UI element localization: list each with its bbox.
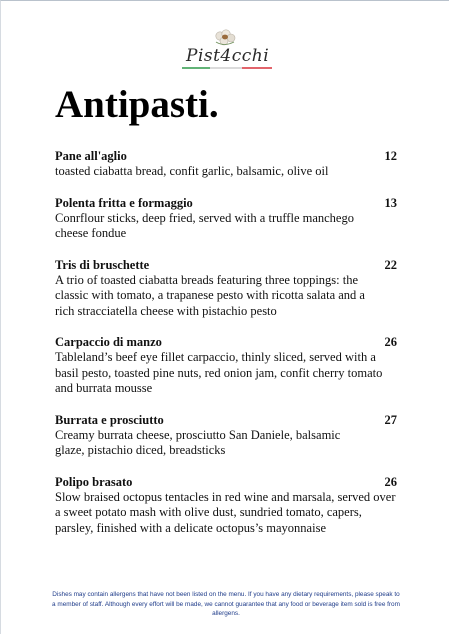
- menu-item-header: [55, 196, 397, 211]
- menu-item-header: [55, 413, 397, 428]
- menu-item: [55, 149, 397, 180]
- menu-item: [55, 413, 397, 459]
- menu-item: [55, 475, 397, 537]
- menu-item-name: Polipo brasato: [55, 474, 133, 489]
- menu-item-name: Burrata e prosciutto: [55, 412, 164, 427]
- menu-item-header: [55, 149, 397, 164]
- section-heading: Antipasti.: [55, 83, 219, 126]
- menu-item-price: 22: [384, 257, 397, 272]
- menu-item: [55, 335, 397, 397]
- menu-item-name: Carpaccio di manzo: [55, 335, 162, 349]
- menu-item-description: Tableland’s beef eye fillet carpaccio, thinly sliced, served with a basil pesto, toasted pine nuts, red onion jam, confit cherry tomato and burrata mousse: [55, 350, 383, 395]
- restaurant-logo: [180, 28, 274, 76]
- menu-item-price: 27: [384, 412, 397, 427]
- menu-item-price: 13: [384, 195, 397, 210]
- menu-item-header: [55, 335, 397, 350]
- menu-item-name: Tris di bruschette: [55, 257, 150, 272]
- menu-item-header: [55, 258, 397, 273]
- logo-wordmark: Pist4cchi: [186, 46, 270, 66]
- menu-item-description: toasted ciabatta bread, confit garlic, balsamic, olive oil: [55, 164, 329, 178]
- menu-item-price: 26: [384, 474, 397, 489]
- menu-item-description: A trio of toasted ciabatta breads featuring three toppings: the classic with tomato, a trapanese pesto with ricotta salata and a rich stracciatella cheese with pistachio pesto: [55, 272, 365, 318]
- allergen-notice: Dishes may contain allergens that have not been listed on the menu. If you have any dietary requirements, please speak to a member of staff. Although every effort will be made, we cannot guarantee that any food or beverage item sold is free from allergens.: [52, 591, 400, 617]
- menu-item-name: Polenta fritta e formaggio: [55, 195, 193, 210]
- menu-item: [55, 258, 397, 320]
- menu-item-description: Creamy burrata cheese, prosciutto San Daniele, balsamic glaze, pistachio diced, breadsticks: [55, 427, 341, 457]
- menu-item-price: 26: [384, 335, 397, 349]
- menu-item: [55, 196, 397, 242]
- menu-item-description: Slow braised octopus tentacles in red wine and marsala, served over a sweet potato mash with olive dust, sundried tomato, capers, parsley, finished with a delicate octopus’s mayonnaise: [55, 489, 396, 535]
- menu-item-name: Pane all'aglio: [55, 149, 127, 163]
- menu-list: [55, 149, 397, 552]
- menu-item-description: Conrflour sticks, deep fried, served with a truffle manchego cheese fondue: [55, 210, 354, 240]
- menu-item-header: [55, 475, 397, 490]
- menu-item-price: 12: [384, 149, 397, 163]
